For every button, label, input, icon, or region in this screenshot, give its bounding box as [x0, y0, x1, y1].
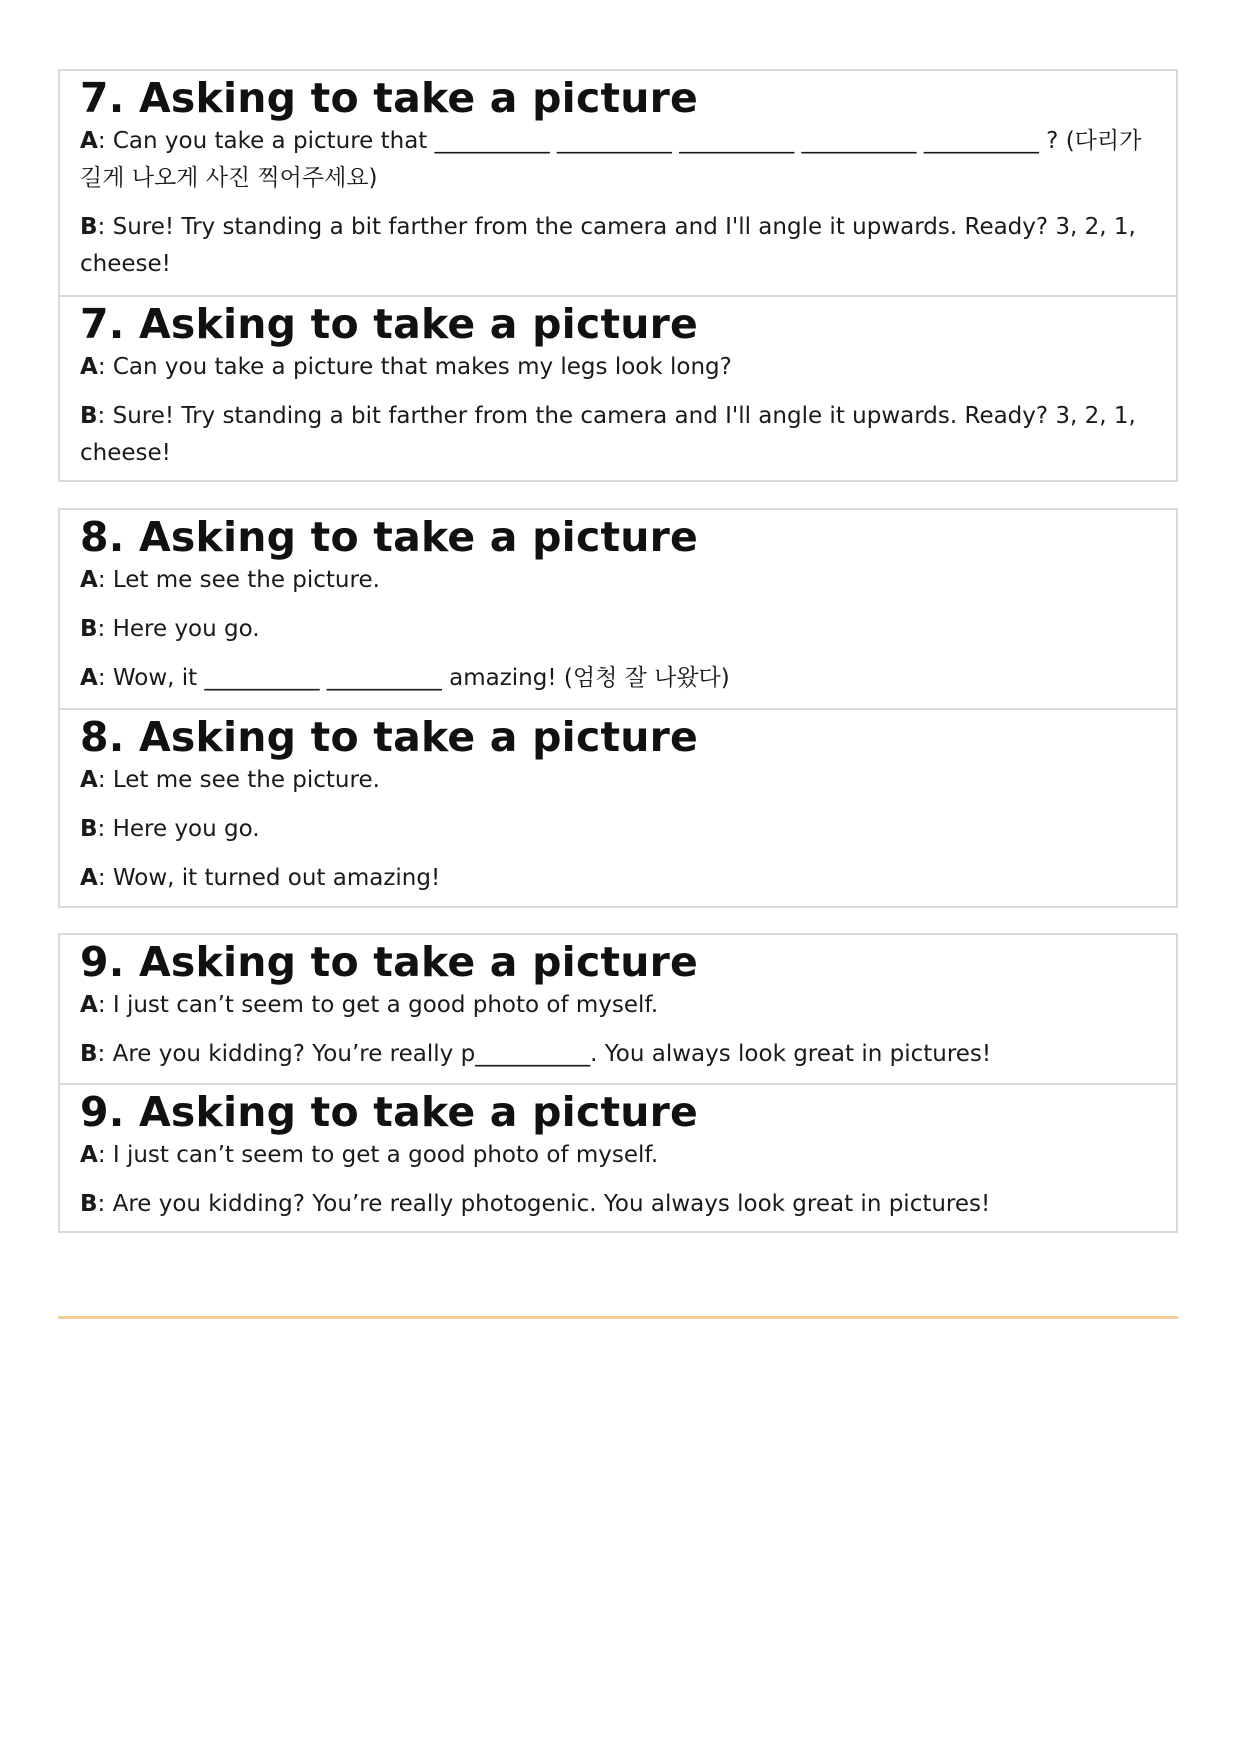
dialogue-text: : Can you take a picture that makes my legs look long?: [97, 354, 732, 380]
exercise-card-9-answer: [60, 1083, 1176, 1231]
card-title: 7. Asking to take a picture: [80, 74, 699, 122]
dialogue-line: [80, 1137, 1156, 1174]
speaker-label: B: [80, 403, 98, 429]
speaker-label: B: [80, 214, 98, 240]
speaker-label: B: [80, 1041, 98, 1067]
speaker-label: B: [80, 816, 98, 842]
dialogue-text: : Sure! Try standing a bit farther from the camera and I'll angle it upwards. Ready? 3, 2, 1, cheese!: [80, 403, 1144, 466]
dialogue-line: [80, 811, 1156, 848]
card-title: 9. Asking to take a picture: [80, 1088, 699, 1136]
dialogue-text: : Wow, it turned out amazing!: [97, 865, 441, 891]
card-title: 7. Asking to take a picture: [80, 300, 699, 348]
dialogue-text: : Sure! Try standing a bit farther from the camera and I'll angle it upwards. Ready? 3, 2, 1, cheese!: [80, 214, 1144, 277]
card-title: 8. Asking to take a picture: [80, 713, 699, 761]
card-title: 9. Asking to take a picture: [80, 938, 699, 986]
speaker-label: A: [80, 354, 98, 380]
exercise-card-9-blank: [60, 935, 1176, 1083]
dialogue-line: [80, 660, 1156, 697]
dialogue-line: [80, 860, 1156, 897]
dialogue-line: [80, 209, 1156, 283]
card-title: 8. Asking to take a picture: [80, 513, 699, 561]
dialogue-line: [80, 562, 1156, 599]
exercise-card-8-answer: [60, 708, 1176, 906]
dialogue-line: [80, 398, 1156, 472]
dialogue-line: [80, 987, 1156, 1024]
speaker-label: A: [80, 665, 98, 691]
speaker-label: A: [80, 567, 98, 593]
exercise-card-7-answer: [60, 295, 1176, 480]
dialogue-line: [80, 349, 1156, 386]
dialogue-line: [80, 123, 1156, 197]
dialogue-text: : I just can’t seem to get a good photo of myself.: [97, 1142, 659, 1168]
dialogue-line: [80, 1036, 1156, 1073]
speaker-label: A: [80, 992, 98, 1018]
speaker-label: A: [80, 767, 98, 793]
exercise-card-8-blank: [60, 510, 1176, 708]
exercise-group-9: [58, 933, 1178, 1233]
speaker-label: A: [80, 865, 98, 891]
dialogue-line: [80, 1186, 1156, 1223]
dialogue-text: : Can you take a picture that __________ __________ __________ __________ __________ ? (다리가 길게 나오게 사진 찍어주세요): [80, 128, 1149, 191]
footer-divider: [58, 1316, 1178, 1319]
dialogue-text: : Let me see the picture.: [97, 767, 380, 793]
exercise-card-7-blank: [60, 71, 1176, 295]
exercise-group-7: [58, 69, 1178, 482]
dialogue-text: : Here you go.: [97, 816, 260, 842]
dialogue-text: : Let me see the picture.: [97, 567, 380, 593]
speaker-label: B: [80, 616, 98, 642]
speaker-label: A: [80, 1142, 98, 1168]
dialogue-line: [80, 611, 1156, 648]
dialogue-text: : Wow, it __________ __________ amazing! (엄청 잘 나왔다): [97, 665, 730, 691]
dialogue-text: : Are you kidding? You’re really photogenic. You always look great in pictures!: [97, 1191, 991, 1217]
exercise-group-8: [58, 508, 1178, 908]
dialogue-text: : I just can’t seem to get a good photo of myself.: [97, 992, 659, 1018]
dialogue-text: : Are you kidding? You’re really p__________. You always look great in pictures!: [97, 1041, 992, 1067]
dialogue-line: [80, 762, 1156, 799]
speaker-label: B: [80, 1191, 98, 1217]
dialogue-text: : Here you go.: [97, 616, 260, 642]
speaker-label: A: [80, 128, 98, 154]
